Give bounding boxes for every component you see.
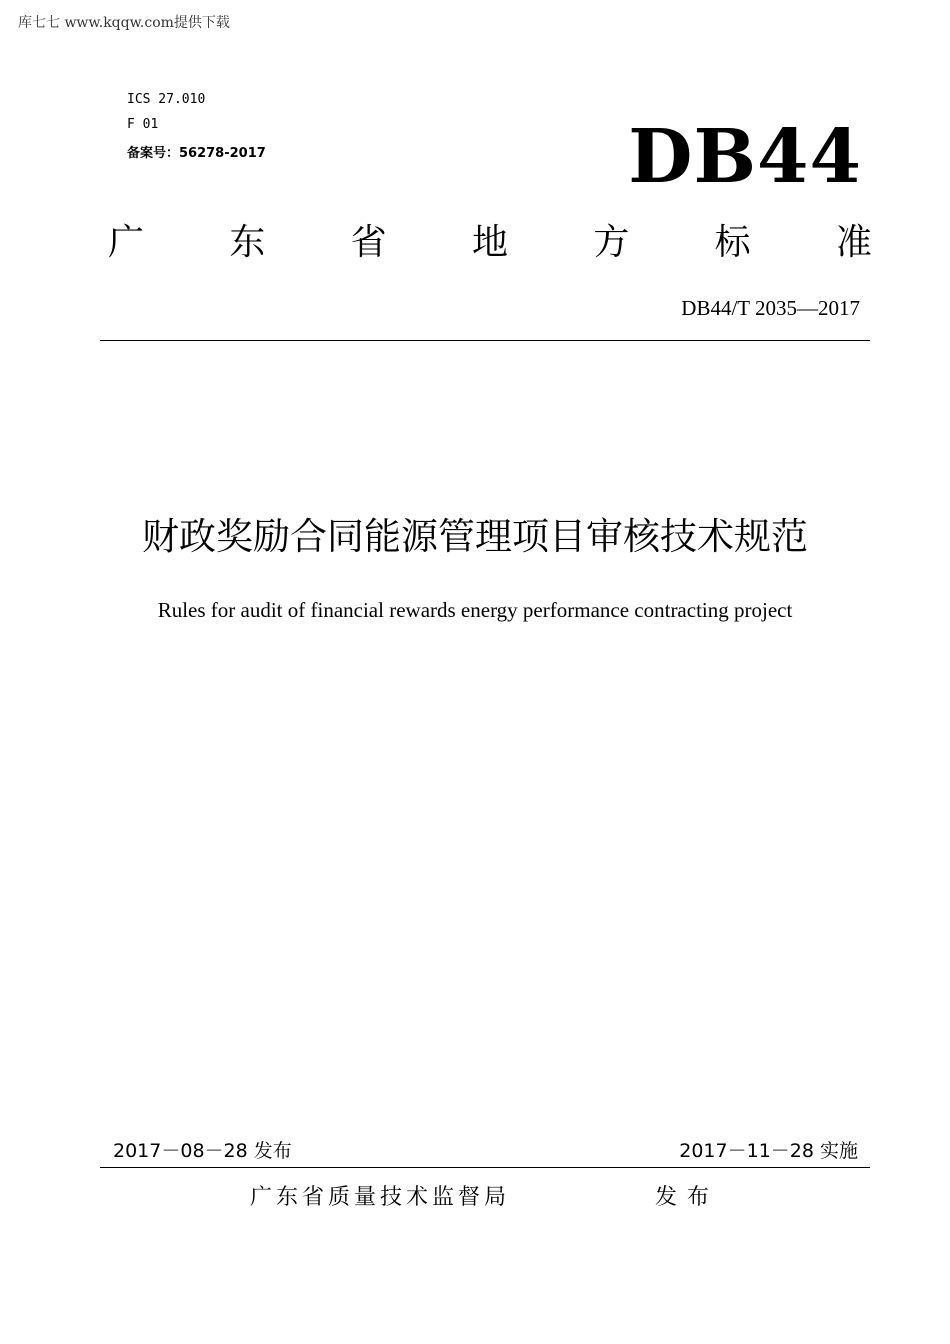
title-chinese: 财政奖励合同能源管理项目审核技术规范 xyxy=(142,515,808,558)
effective-date: 2017－11－28 实施 xyxy=(679,1140,858,1162)
standard-type-char: 东 xyxy=(229,222,266,263)
record-number: 备案号：56278-2017 xyxy=(127,146,266,161)
standard-type-char: 省 xyxy=(350,222,387,263)
standard-type-char: 准 xyxy=(835,222,872,263)
publish-label: 发布 xyxy=(655,1185,720,1210)
issue-date: 2017－08－28 发布 xyxy=(113,1140,292,1162)
watermark-text: 库七七 www.kqqw.com提供下载 xyxy=(18,15,230,31)
standard-type-char: 地 xyxy=(471,222,508,263)
top-divider xyxy=(100,340,870,341)
publisher-name: 广东省质量技术监督局 xyxy=(250,1185,511,1210)
classification-code: F 01 xyxy=(127,117,159,132)
standard-number: DB44/T 2035—2017 xyxy=(681,296,860,320)
standard-type-char: 标 xyxy=(714,222,751,263)
ics-code: ICS 27.010 xyxy=(127,92,206,107)
bottom-divider xyxy=(100,1167,870,1168)
standard-type-char: 方 xyxy=(593,222,630,263)
title-english: Rules for audit of financial rewards energy performance contracting project xyxy=(157,598,793,622)
standard-type-char: 广 xyxy=(108,222,145,263)
standard-type-heading xyxy=(108,220,872,266)
standard-code-logo: DB44 xyxy=(628,114,862,200)
